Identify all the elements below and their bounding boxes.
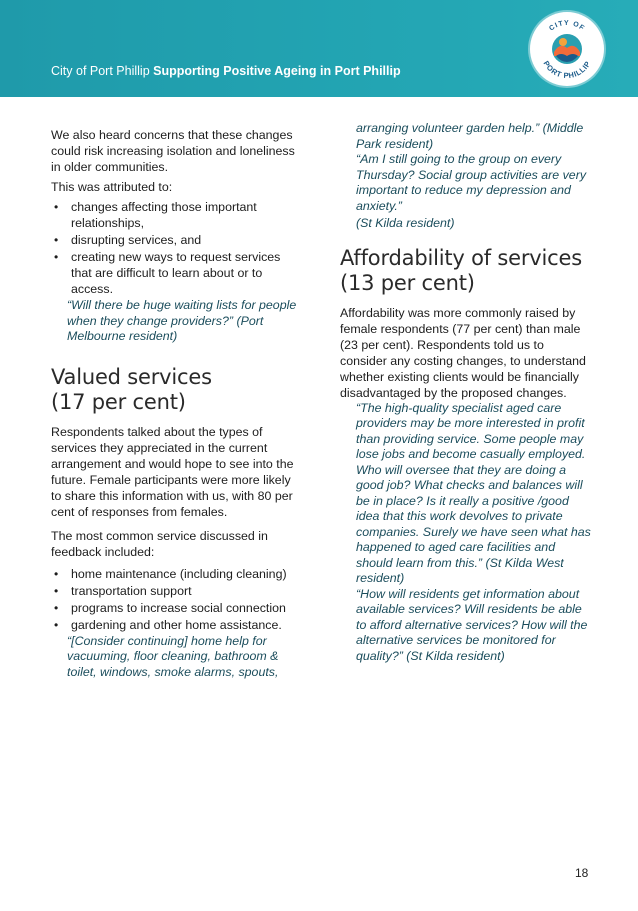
page-number: 18 [575, 866, 589, 880]
heading-afford-line1: Affordability of services [340, 245, 582, 270]
quote-social-group-attribution: (St Kilda resident) [356, 216, 455, 230]
quote-home-help: “[Consider continuing] home help for vacuuming, floor cleaning, bathroom & toilet, windows, smoke alarms, spouts, [67, 633, 279, 679]
list-item: • home maintenance (including cleaning) [51, 566, 299, 582]
city-logo-emblem-icon [530, 12, 604, 86]
logo-top-text: CITY OF [548, 19, 586, 33]
list-item: • disrupting services, and [51, 232, 299, 248]
heading-valued-line2: (17 per cent) [51, 389, 186, 414]
list-item: • gardening and other home assistance. [51, 617, 299, 633]
header-org: City of Port Phillip [51, 64, 150, 78]
city-logo [530, 12, 604, 86]
intro-lead: This was attributed to: [51, 180, 173, 194]
valued-paragraph: Respondents talked about the types of services they appreciated in the current arrangement and would hope to see into the future. Female participants were more likely to share this information with us, with 80 per cent of responses from females. [51, 424, 294, 519]
logo-bottom-text: PORT PHILLIP [541, 59, 593, 81]
quote-specialist-providers: “The high-quality specialist aged care providers may be more interested in profit than providing service. Some people may lose jobs and become casually employed. Who will oversee that they are doing a good job? What checks and balances will be in place? Is it really a positive /good idea that this work devolves to private companies. Surely we have seen what has happened to aged care facilities and should learn from this.” (St Kilda West resident) [356, 400, 591, 585]
quote-information-access: “How will residents get information about available services? Will residents be able to afford alternative services? How will the alternative services be monitored for quality?” (St Kilda resident) [356, 586, 588, 663]
valued-bullet-list [51, 566, 299, 633]
heading-valued-line1: Valued services [51, 364, 212, 389]
valued-lead: The most common service discussed in feedback included: [51, 528, 268, 559]
quote-waiting-lists: “Will there be huge waiting lists for people when they change providers?” (Port Melbourne resident) [67, 298, 297, 343]
list-item: • changes affecting those important relationships, [51, 199, 299, 231]
heading-afford-line2: (13 per cent) [340, 270, 475, 295]
header-doc-title: Supporting Positive Ageing in Port Phillip [153, 64, 401, 78]
header-title [51, 64, 401, 78]
quote-home-help-continued: arranging volunteer garden help.” (Middle Park resident) [356, 121, 584, 151]
list-item: • transportation support [51, 583, 299, 599]
right-column [340, 121, 592, 664]
intro-bullet-list [51, 199, 299, 297]
list-item: • creating new ways to request services that are difficult to learn about or to access. [51, 249, 299, 297]
intro-paragraph: We also heard concerns that these changes could risk increasing isolation and loneliness in older communities. [51, 128, 295, 174]
left-column [51, 127, 299, 680]
heading-valued-services [51, 365, 299, 415]
quote-social-group: “Am I still going to the group on every Thursday? Social group activities are very important to reduce my depression and anxiety.” [356, 152, 587, 213]
header-banner [0, 0, 638, 97]
list-item: • programs to increase social connection [51, 600, 299, 616]
svg-text:CITY OF [548, 20, 586, 33]
affordability-paragraph: Affordability was more commonly raised by female respondents (77 per cent) than male (23 per cent). Respondents told us to consider any costing changes, to understand whether existing clients would be financially disadvantaged by the proposed changes. [340, 305, 586, 400]
heading-affordability [340, 246, 592, 296]
